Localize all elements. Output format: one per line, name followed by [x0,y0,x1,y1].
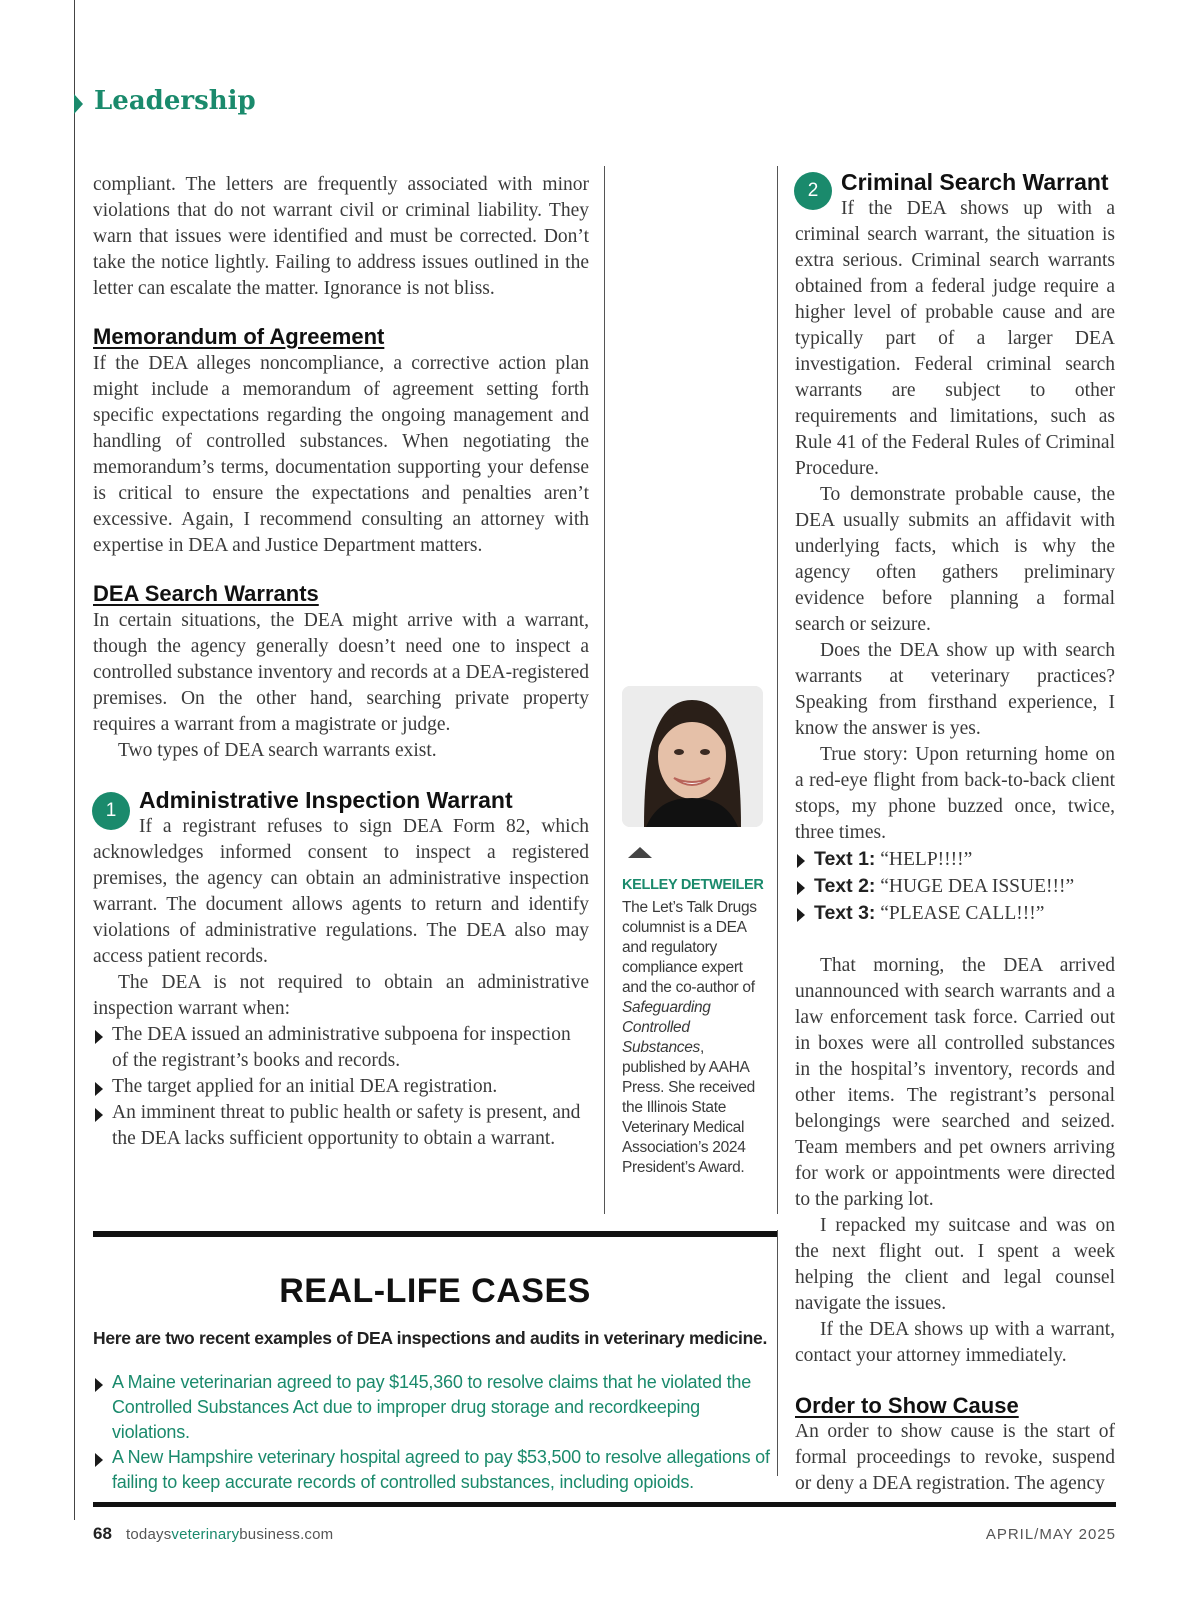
book-title: Safeguarding Controlled Substances [622,999,711,1056]
author-bio-text: The Let’s Talk Drugs columnist is a DEA and regulatory compliance expert and the co-author of [622,899,757,996]
contact-attorney-paragraph: If the DEA shows up with a warrant, contact your attorney immediately. [795,1319,1115,1366]
sidebar-box-lead: Here are two recent examples of DEA inspections and audits in veterinary medicine. [93,1328,768,1348]
that-morning-paragraph: That morning, the DEA arrived unannounced with search warrants and a law enforcement task force. Carried out in boxes were all controlled substances in the hospital’s inventory, records and other items. The registrant’s personal belongings were searched and seized. Team members and pet owners arriving for work or appointments were directed to the parking lot. [795,955,1115,1210]
number-badge-1: 1 [92,792,130,830]
true-story-paragraph: True story: Upon returning home on a red-eye flight from back-to-back client stops, my phone buzzed once, twice, three times. [795,744,1115,843]
order-paragraph: An order to show cause is the start of formal proceedings to revoke, suspend or deny a DEA registration. The agency [795,1421,1115,1494]
site-part: business.com [239,1526,334,1543]
section-label: Leadership [94,86,256,116]
issue-date: APRIL/MAY 2025 [985,1526,1116,1543]
author-photo [622,686,763,827]
number-badge-2: 2 [794,172,832,210]
sidebar-box-title: REAL-LIFE CASES [279,1272,591,1310]
intro-paragraph: compliant. The letters are frequently associated with minor violations that do not warrant civil or criminal liability. They warn that issues were identified and must be corrected. Don’t take the notice lightly. Failing to address issues outlined in the letter can escalate the matter. Ignorance is not bliss. [93,174,589,299]
heading-dea-search-warrants: DEA Search Warrants [93,581,319,606]
repacked-paragraph: I repacked my suitcase and was on the next flight out. I spent a week helping the client and legal counsel navigate the issues. [795,1215,1115,1314]
heading-administrative-inspection-warrant: Administrative Inspection Warrant [139,787,513,813]
column-divider [604,166,605,1214]
probable-cause-paragraph: To demonstrate probable cause, the DEA usually submits an affidavit with underlying facts, which is why the agency often gathers preliminary evidence before planning a formal search or seizure. [795,484,1115,635]
left-column [93,172,589,1152]
list-item: The target applied for an initial DEA registration. [93,1074,589,1100]
two-types-paragraph: Two types of DEA search warrants exist. [118,740,437,761]
text-label: Text 3: [814,902,876,924]
list-item: An imminent threat to public health or safety is present, and the DEA lacks sufficient opportunity to obtain a warrant. [93,1100,589,1152]
text-value: “PLEASE CALL!!!” [880,903,1045,924]
right-column [795,168,1115,1497]
admin-warrant-paragraph: If a registrant refuses to sign DEA Form 82, which acknowledges informed consent to inspect a registered premises, the agency can obtain an administrative inspection warrant. The document allows agents to return and identify violations of administrative regulations. The DEA also may access patient records. [93,816,589,967]
list-item: A Maine veterinarian agreed to pay $145,360 to resolve claims that he violated the Controlled Substances Act due to improper drug storage and recordkeeping violations. [93,1370,777,1445]
footer-rule [93,1502,1116,1507]
author-name: KELLEY DETWEILER [622,877,764,893]
page-margin-rule [74,0,75,1520]
criminal-warrant-paragraph: If the DEA shows up with a criminal search warrant, the situation is extra serious. Criminal search warrants obtained from a federal judge require a higher level of probable cause and are typically part of a larger DEA investigation. Federal criminal search warrants are subject to other requirements and limitations, such as Rule 41 of the Federal Rules of Criminal Procedure. [795,198,1115,479]
text-value: “HELP!!!!” [880,849,973,870]
list-item [795,900,1115,927]
list-item: The DEA issued an administrative subpoena for inspection of the registrant’s books and records. [93,1022,589,1074]
list-item [795,873,1115,900]
exceptions-list [93,1022,589,1152]
criminal-warrant-header [795,168,1115,201]
author-bio [622,898,770,1178]
site-part: todays [126,1526,172,1543]
text-messages-list [795,846,1115,927]
admin-warrant-header [93,786,589,821]
heading-criminal-search-warrant: Criminal Search Warrant [841,169,1109,195]
caption-arrow-icon [628,847,652,858]
not-required-paragraph: The DEA is not required to obtain an administrative inspection warrant when: [93,972,589,1019]
list-item [795,846,1115,873]
column-divider [777,166,778,1214]
section-arrow-icon [74,94,83,114]
sidebar-box-rule [93,1231,777,1237]
text-label: Text 1: [814,848,876,870]
site-part: veterinary [171,1526,240,1543]
heading-order-to-show-cause: Order to Show Cause [795,1393,1019,1418]
footer-website [126,1526,333,1543]
page-number: 68 [93,1524,112,1543]
warrants-paragraph: In certain situations, the DEA might arrive with a warrant, though the agency generally doesn’t need one to inspect a controlled substance inventory and records at a DEA-registered premises. On the other hand, searching private property requires a warrant from a magistrate or judge. [93,610,589,735]
text-value: “HUGE DEA ISSUE!!!” [880,876,1075,897]
text-label: Text 2: [814,875,876,897]
heading-memorandum-of-agreement: Memorandum of Agreement [93,324,385,349]
firsthand-paragraph: Does the DEA show up with search warrants at veterinary practices? Speaking from firsthand experience, I know the answer is yes. [795,640,1115,739]
author-column [622,686,770,1178]
column-divider [777,1230,778,1476]
memorandum-paragraph: If the DEA alleges noncompliance, a corrective action plan might include a memorandum of agreement setting forth specific expectations regarding the ongoing management and handling of controlled substances. When negotiating the memorandum’s terms, documentation supporting your defense is critical to ensure the expectations and penalties aren’t excessive. Again, I recommend consulting an attorney with expertise in DEA and Justice Department matters. [93,353,589,556]
author-bio-text: , published by AAHA Press. She received the Illinois State Veterinary Medical Association’s 2024 President’s Award. [622,1039,756,1176]
list-item: A New Hampshire veterinary hospital agreed to pay $53,500 to resolve allegations of failing to keep accurate records of controlled substances, including opioids. [93,1445,777,1495]
cases-list [93,1370,777,1495]
